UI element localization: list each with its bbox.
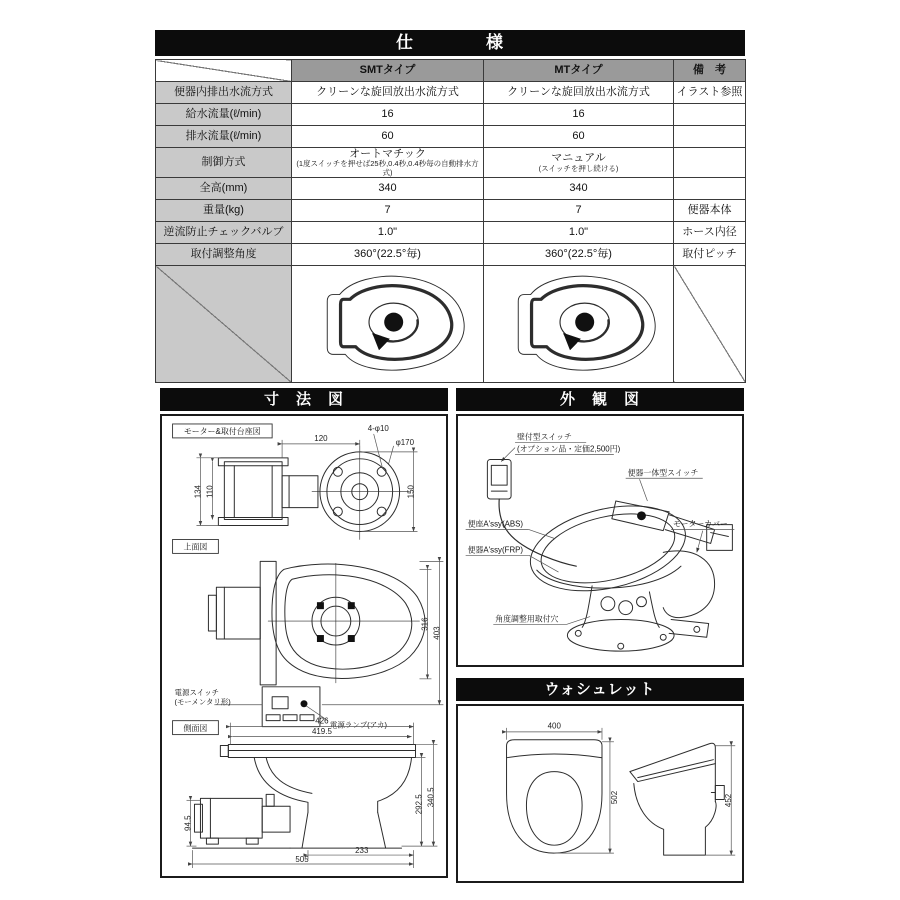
washlet-title-bar — [456, 678, 744, 701]
spec-row-check-valve — [156, 222, 746, 244]
row-label: 取付調整角度 — [156, 244, 292, 266]
spec-row-flow-type — [156, 82, 746, 104]
dimension-section — [160, 388, 448, 878]
appearance-drawing-box — [456, 414, 744, 667]
smt-swirl-illustration — [292, 266, 484, 383]
washlet-drawing — [458, 706, 742, 877]
dim-120: 120 — [314, 433, 328, 443]
dim-502: 502 — [609, 790, 619, 805]
side-view-label: 側面図 — [183, 723, 208, 733]
spec-row-height — [156, 178, 746, 200]
row-label: 逆流防止チェックバルブ — [156, 222, 292, 244]
row-label: 重量(kg) — [156, 200, 292, 222]
control-mt-main: マニュアル — [551, 152, 606, 165]
smt-value — [292, 148, 484, 178]
row-label: 全高(mm) — [156, 178, 292, 200]
appearance-title: 外 観 図 — [559, 391, 640, 408]
row-label: 排水流量(ℓ/min) — [156, 126, 292, 148]
note-value — [674, 126, 746, 148]
control-mt-sub: (スイッチを押し続ける) — [538, 163, 619, 173]
washlet-drawing-box — [456, 704, 744, 883]
dim-233: 233 — [355, 846, 369, 856]
dim-419-5: 419.5 — [311, 727, 332, 737]
smt-value: 1.0" — [292, 222, 484, 244]
mt-value: 340 — [484, 178, 674, 200]
motor-cover-label: モーターカバー — [673, 519, 728, 529]
dimension-drawing-box — [160, 414, 448, 878]
spec-header-mt: MTタイプ — [484, 60, 674, 82]
dim-134: 134 — [193, 485, 203, 499]
appearance-drawing — [458, 416, 742, 661]
illus-left-empty-cell — [156, 266, 292, 383]
top-view-figure — [173, 539, 444, 729]
spec-table — [155, 59, 746, 383]
mt-swirl-illustration — [484, 266, 674, 383]
mt-value: 60 — [484, 126, 674, 148]
dim-340-5: 340.5 — [426, 787, 436, 808]
washlet-title: ウォシュレット — [544, 681, 656, 698]
note-value — [674, 148, 746, 178]
spec-header-corner-cell — [156, 60, 292, 82]
washlet-section — [456, 678, 744, 883]
smt-value: クリーンな旋回放出水流方式 — [292, 82, 484, 104]
row-label: 制御方式 — [156, 148, 292, 178]
note-value: 便器本体 — [674, 200, 746, 222]
dim-4phi10: 4-φ10 — [367, 423, 389, 433]
motor-base-figure — [173, 424, 418, 540]
side-view-figure — [173, 717, 438, 868]
integrated-switch-label: 便器一体型スイッチ — [627, 468, 699, 478]
note-value: イラスト参照 — [674, 82, 746, 104]
angle-holes-label: 角度調整用取付穴 — [495, 614, 559, 624]
power-switch-sub-label: (モーメンタリ形) — [174, 697, 231, 707]
dim-94-5: 94.5 — [183, 815, 193, 831]
spec-illustration-row — [156, 266, 746, 383]
smt-value: 340 — [292, 178, 484, 200]
illus-note-empty-cell — [674, 266, 746, 383]
smt-value: 60 — [292, 126, 484, 148]
dim-426: 426 — [315, 716, 329, 726]
control-smt-sub: (1度スイッチを押せば25秒,0.4秒,0.4秒毎の自動排水方式) — [296, 159, 479, 177]
spec-header-note: 備 考 — [674, 60, 746, 82]
spec-title-bar — [155, 30, 745, 56]
dim-150: 150 — [406, 485, 416, 499]
spec-title: 仕 様 — [396, 33, 504, 52]
power-switch-label: 電源スイッチ — [174, 687, 219, 697]
mt-value: 7 — [484, 200, 674, 222]
dim-phi170: φ170 — [395, 437, 415, 447]
note-value: 取付ピッチ — [674, 244, 746, 266]
dimension-drawing — [162, 416, 446, 872]
mt-value: 16 — [484, 104, 674, 126]
control-smt-main: オートマチック — [349, 148, 426, 161]
power-lamp-label: 電源ランプ(アカ) — [329, 720, 387, 730]
note-value — [674, 104, 746, 126]
spec-row-drain-flow — [156, 126, 746, 148]
wall-switch-sub-label: (オプション品・定価2,500円) — [517, 444, 621, 454]
dimension-title-bar — [160, 388, 448, 411]
toilet-swirl-icon — [297, 268, 479, 380]
appearance-section — [456, 388, 744, 667]
dimension-title: 寸 法 図 — [263, 391, 344, 408]
appearance-title-bar — [456, 388, 744, 411]
mt-value: 1.0" — [484, 222, 674, 244]
row-label: 給水流量(ℓ/min) — [156, 104, 292, 126]
spec-row-weight — [156, 200, 746, 222]
mt-value: 360°(22.5°毎) — [484, 244, 674, 266]
spec-row-supply-flow — [156, 104, 746, 126]
dim-292-5: 292.5 — [414, 794, 424, 815]
seat-assy-label: 便座A'ssy(ABS) — [467, 519, 524, 529]
dim-452: 452 — [724, 793, 734, 808]
spec-header-smt: SMTタイプ — [292, 60, 484, 82]
bowl-assy-label: 便器A'ssy(FRP) — [467, 545, 524, 555]
top-view-label: 上面図 — [183, 542, 208, 552]
note-value: ホース内径 — [674, 222, 746, 244]
dim-400: 400 — [547, 721, 561, 731]
dim-316: 316 — [420, 617, 430, 631]
smt-value: 16 — [292, 104, 484, 126]
row-label: 便器内排出水流方式 — [156, 82, 292, 104]
smt-value: 7 — [292, 200, 484, 222]
dim-110: 110 — [205, 485, 215, 499]
dim-403: 403 — [432, 626, 442, 640]
note-value — [674, 178, 746, 200]
mt-value: クリーンな旋回放出水流方式 — [484, 82, 674, 104]
dim-505: 505 — [295, 855, 309, 865]
spec-header-row — [156, 60, 746, 82]
spec-row-control — [156, 148, 746, 178]
toilet-swirl-icon — [488, 268, 670, 380]
spec-row-mount-angle — [156, 244, 746, 266]
motor-base-label: モーター&取付台座図 — [184, 427, 261, 437]
wall-switch-label: 壁付型スイッチ — [517, 432, 572, 442]
smt-value: 360°(22.5°毎) — [292, 244, 484, 266]
mt-value — [484, 148, 674, 178]
